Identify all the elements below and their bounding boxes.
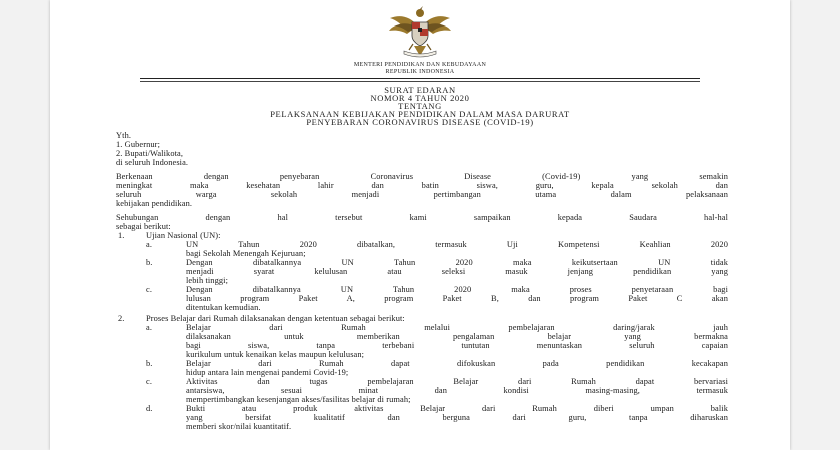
sub-point-mark: d.: [146, 404, 153, 413]
letterhead-divider-thin: [140, 81, 700, 82]
sub-point-mark: b.: [146, 359, 153, 368]
sub-point-line: memberi skor/nilai kuantitatif.: [186, 422, 292, 431]
sub-point-line: lulusan program Paket A, program Paket B, dan program Paket C akan: [186, 294, 728, 303]
intro-line: seluruh warga sekolah menjadi pertimbangan utama dalam pelaksanaan: [116, 190, 728, 199]
document-page: [50, 0, 790, 450]
point-number: 1.: [118, 231, 125, 240]
addressee-item: 2. Bupati/Walikota,: [116, 149, 184, 158]
point-title: Ujian Nasional (UN):: [146, 231, 221, 240]
sub-point-mark: a.: [146, 323, 153, 332]
sub-point-line: ditentukan kemudian.: [186, 303, 261, 312]
sub-point-line: kurikulum untuk kenaikan kelas maupun kelulusan;: [186, 350, 365, 359]
document-about: TENTANG: [398, 101, 442, 111]
sub-point-line: lebih tinggi;: [186, 276, 229, 285]
sub-point-line: bagi siswa, tanpa terbebani tuntutan menuntaskan seluruh capaian: [186, 341, 728, 350]
document-number: NOMOR 4 TAHUN 2020: [370, 93, 470, 103]
letterhead-divider: [140, 78, 700, 79]
lead-line: Sehubungan dengan hal tersebut kami sampaikan kepada Saudara hal-hal: [116, 213, 728, 222]
sub-point-mark: c.: [146, 377, 153, 386]
sub-point-line: hidup antara lain mengenai pandemi Covid-19;: [186, 368, 349, 377]
sub-point-line: Belajar dari Rumah dapat difokuskan pada pendidikan kecakapan: [186, 359, 728, 368]
sub-point-line: dilaksanakan untuk memberikan pengalaman belajar yang bermakna: [186, 332, 728, 341]
sub-point-line: Aktivitas dan tugas pembelajaran Belajar dari Rumah dapat bervariasi: [186, 377, 728, 386]
intro-line: Berkenaan dengan penyebaran Coronavirus Disease (Covid-19) yang semakin: [116, 172, 728, 181]
point-number: 2.: [118, 314, 125, 323]
sub-point-line: UN Tahun 2020 dibatalkan, termasuk Uji Kompetensi Keahlian 2020: [186, 240, 728, 249]
point-title: Proses Belajar dari Rumah dilaksanakan dengan ketentuan sebagai berikut:: [146, 314, 405, 323]
garuda-emblem-icon: [380, 4, 460, 60]
sub-point-line: menjadi syarat kelulusan atau seleksi masuk jenjang pendidikan yang: [186, 267, 728, 276]
sub-point-line: Dengan dibatalkannya UN Tahun 2020 maka keikutsertaan UN tidak: [186, 258, 728, 267]
addressee-location: di seluruh Indonesia.: [116, 158, 189, 167]
addressee-item: 1. Gubernur;: [116, 140, 160, 149]
sub-point-mark: c.: [146, 285, 153, 294]
document-type: SURAT EDARAN: [384, 85, 456, 95]
intro-line: meningkat maka kesehatan lahir dan batin siswa, guru, kepala sekolah dan: [116, 181, 728, 190]
sub-point-line: yang bersifat kualitatif dan berguna dari guru, tanpa diharuskan: [186, 413, 728, 422]
lead-line: sebagai berikut:: [116, 222, 171, 231]
sub-point-line: Belajar dari Rumah melalui pembelajaran daring/jarak jauh: [186, 323, 728, 332]
document-subject-line1: PELAKSANAAN KEBIJAKAN PENDIDIKAN DALAM MASA DARURAT: [270, 109, 570, 119]
sub-point-line: Dengan dibatalkannya UN Tahun 2020 maka proses penyetaraan bagi: [186, 285, 728, 294]
sub-point-mark: a.: [146, 240, 153, 249]
ministry-name: MENTERI PENDIDIKAN DAN KEBUDAYAAN: [353, 62, 487, 68]
document-subject-line2: PENYEBARAN CORONAVIRUS DISEASE (COVID-19): [306, 117, 534, 127]
sub-point-line: mempertimbangkan kesenjangan akses/fasilitas belajar di rumah;: [186, 395, 411, 404]
sub-point-line: antarsiswa, sesuai minat dan kondisi masing-masing, termasuk: [186, 386, 728, 395]
sub-point-line: bagi Sekolah Menengah Kejuruan;: [186, 249, 306, 258]
intro-line: kebijakan pendidikan.: [116, 199, 193, 208]
sub-point-line: Bukti atau produk aktivitas Belajar dari Rumah diberi umpan balik: [186, 404, 728, 413]
country-name: REPUBLIK INDONESIA: [385, 69, 455, 75]
salutation: Yth.: [116, 131, 132, 140]
sub-point-mark: b.: [146, 258, 153, 267]
